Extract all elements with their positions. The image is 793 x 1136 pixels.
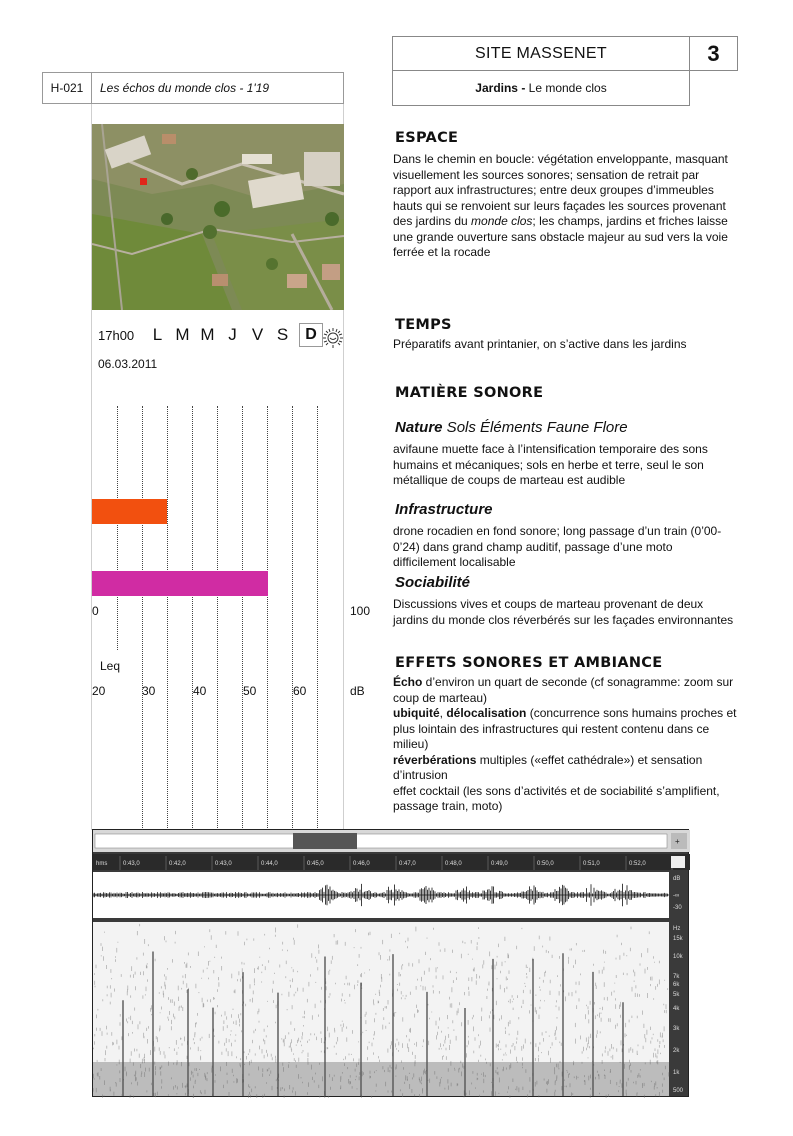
time-label: 17h00 [98, 328, 135, 343]
freq-tick-label: 1k [673, 1070, 680, 1076]
effets-text [393, 675, 743, 815]
recording-code: H-021 [42, 72, 92, 104]
graph-gridline [117, 406, 118, 650]
spectrogram-low-band [93, 1062, 669, 1096]
svg-text:+: + [675, 837, 680, 846]
temps-text: Préparatifs avant printanier, on s’active dans les jardins [393, 337, 687, 351]
sociabilite-text: Discussions vives et coups de marteau provenant de deux jardins du monde clos réverbérés sur les façades environnantes [393, 597, 734, 627]
site-subtitle [392, 70, 690, 106]
timeline-tick-label: 0:52,0 [629, 861, 646, 867]
effets-line-3-bold: réverbérations [393, 752, 477, 767]
effets-line-1-rest: d’environ un quart de seconde (cf sonagramme: zoom sur coup de marteau) [393, 675, 734, 705]
nature-text: avifaune muette face à l’intensification temporaire des sons humains et mécaniques; sols en herbe et terre, seul le son métallique de coups de marteau est audible [393, 442, 708, 487]
db-tick-20: 20 [92, 684, 106, 698]
db-tick-40: 40 [193, 684, 207, 698]
graph-gridline [292, 406, 293, 830]
subtitle-rest: Le monde clos [525, 80, 607, 95]
timeline-tick-label: 0:50,0 [537, 861, 554, 867]
timeline-tick-label: 0:44,0 [261, 861, 278, 867]
timeline-tick-label: 0:45,0 [307, 861, 324, 867]
nature-heading-rest: Sols Éléments Faune Flore [442, 419, 628, 436]
bar-infrastructure [92, 499, 167, 524]
effets-line-1 [393, 675, 743, 706]
day-tuesday[interactable]: M [175, 325, 190, 344]
scale-min-label: 0 [92, 604, 99, 618]
date-label: 06.03.2011 [98, 357, 158, 371]
infrastructure-text: drone rocadien en fond sonore; long passage d’un train (0’00-0’24) dans grand champ auditif, passage d’une moto difficilement localisable [393, 524, 722, 569]
espace-text-1: Dans le chemin en boucle: végétation enveloppante, masquant visuellement les sources sonores; sensation de retrait par rapport aux infrastructures; entre deux groupes d’immeubles hauts qui se renvoient sur leurs façades les sources provenant des jardins du [393, 152, 728, 228]
day-friday[interactable]: V [251, 325, 264, 344]
timeline-tick-label: 0:42,0 [169, 861, 186, 867]
db-tick-30: 30 [142, 684, 156, 698]
espace-text [393, 152, 738, 261]
overview-selection-handle[interactable] [293, 833, 357, 849]
sociabilite-heading: Sociabilité [395, 574, 471, 591]
subtitle-bold: Jardins - [475, 80, 526, 95]
db-unit: dB [350, 684, 365, 698]
effets-heading: EFFETS SONORES ET AMBIANCE [395, 655, 663, 671]
infrastructure-heading: Infrastructure [395, 501, 493, 518]
freq-tick-label: 3k [673, 1026, 680, 1032]
day-saturday[interactable]: S [276, 325, 289, 344]
freq-tick-label: 10k [673, 954, 683, 960]
audio-editor [92, 829, 689, 1097]
effets-line-2-sep: , [439, 706, 447, 720]
site-title: SITE MASSENET [392, 36, 690, 71]
temps-heading: TEMPS [395, 317, 452, 333]
effets-line-2-bold-2: délocalisation [446, 706, 527, 720]
effets-line-2-bold-1: ubiquité [393, 706, 440, 720]
freq-tick-label: 5k [673, 992, 680, 998]
graph-gridline [217, 406, 218, 830]
timeline-menu-icon[interactable] [671, 856, 685, 868]
aerial-photo [92, 124, 344, 310]
nature-heading [395, 419, 628, 436]
db-tick-60: 60 [293, 684, 307, 698]
effets-line-2-rest: (concurrence sons humains proches et plus lointain des infrastructures qui restent contenu dans ce milieu) [393, 706, 737, 751]
recording-title: Les échos du monde clos - 1'19 [91, 72, 344, 104]
site-number: 3 [689, 36, 738, 71]
matiere-heading: MATIÈRE SONORE [395, 385, 544, 401]
espace-text-2: ; les champs, jardins et friches laisse une grande ouverture sans obstacle majeur au sud vers la voie ferrée et la rocade [393, 214, 728, 259]
freq-tick-label: 500 [673, 1088, 684, 1094]
sun-icon [322, 327, 344, 349]
wave-tick-label: -30 [673, 905, 682, 911]
timeline-tick-label: 0:47,0 [399, 861, 416, 867]
effets-line-2 [393, 706, 743, 753]
graph-gridline [242, 406, 243, 830]
day-wednesday[interactable]: M [200, 325, 215, 344]
freq-tick-label: 15k [673, 936, 683, 942]
nature-heading-bold: Nature [395, 419, 443, 436]
freq-tick-label: 7k [673, 974, 680, 980]
wave-unit-label: dB [673, 876, 681, 882]
day-thursday[interactable]: J [228, 325, 237, 344]
timeline-tick-label: 0:43,0 [215, 861, 232, 867]
espace-heading: ESPACE [395, 130, 459, 146]
day-sunday-selected[interactable]: D [299, 323, 323, 347]
effets-line-3 [393, 753, 743, 784]
wave-tick-label: -∞ [673, 893, 680, 899]
timeline-tick-label: 0:48,0 [445, 861, 462, 867]
effets-line-4: effet cocktail (les sons d’activités et de sociabilité s’amplifient, passage train, moto) [393, 783, 720, 813]
freq-unit-label: Hz [673, 926, 681, 932]
timeline-unit-label: hms [96, 861, 108, 867]
graph-gridline [142, 406, 143, 830]
effets-line-1-bold: Écho [393, 675, 423, 689]
timeline-tick-label: 0:49,0 [491, 861, 508, 867]
graph-gridline [317, 406, 318, 830]
leq-label: Leq [100, 659, 121, 673]
audio-editor-graphic [93, 830, 690, 1098]
timeline-tick-label: 0:51,0 [583, 861, 600, 867]
graph-gridline [192, 406, 193, 830]
graph-gridline [167, 406, 168, 830]
bar-sociabilit [92, 571, 268, 596]
weekday-selector [145, 325, 323, 347]
db-tick-50: 50 [243, 684, 257, 698]
freq-tick-label: 6k [673, 982, 680, 988]
scale-max-label: 100 [350, 604, 371, 618]
timeline-tick-label: 0:46,0 [353, 861, 370, 867]
effets-line-3-rest: multiples («effet cathédrale») et sensation d’intrusion [393, 752, 703, 782]
freq-tick-label: 4k [673, 1006, 680, 1012]
graph-gridline [267, 406, 268, 830]
freq-tick-label: 2k [673, 1048, 680, 1054]
day-monday[interactable]: L [152, 325, 163, 344]
timeline-tick-label: 0:43,0 [123, 861, 140, 867]
espace-text-italic: monde clos [471, 214, 533, 228]
